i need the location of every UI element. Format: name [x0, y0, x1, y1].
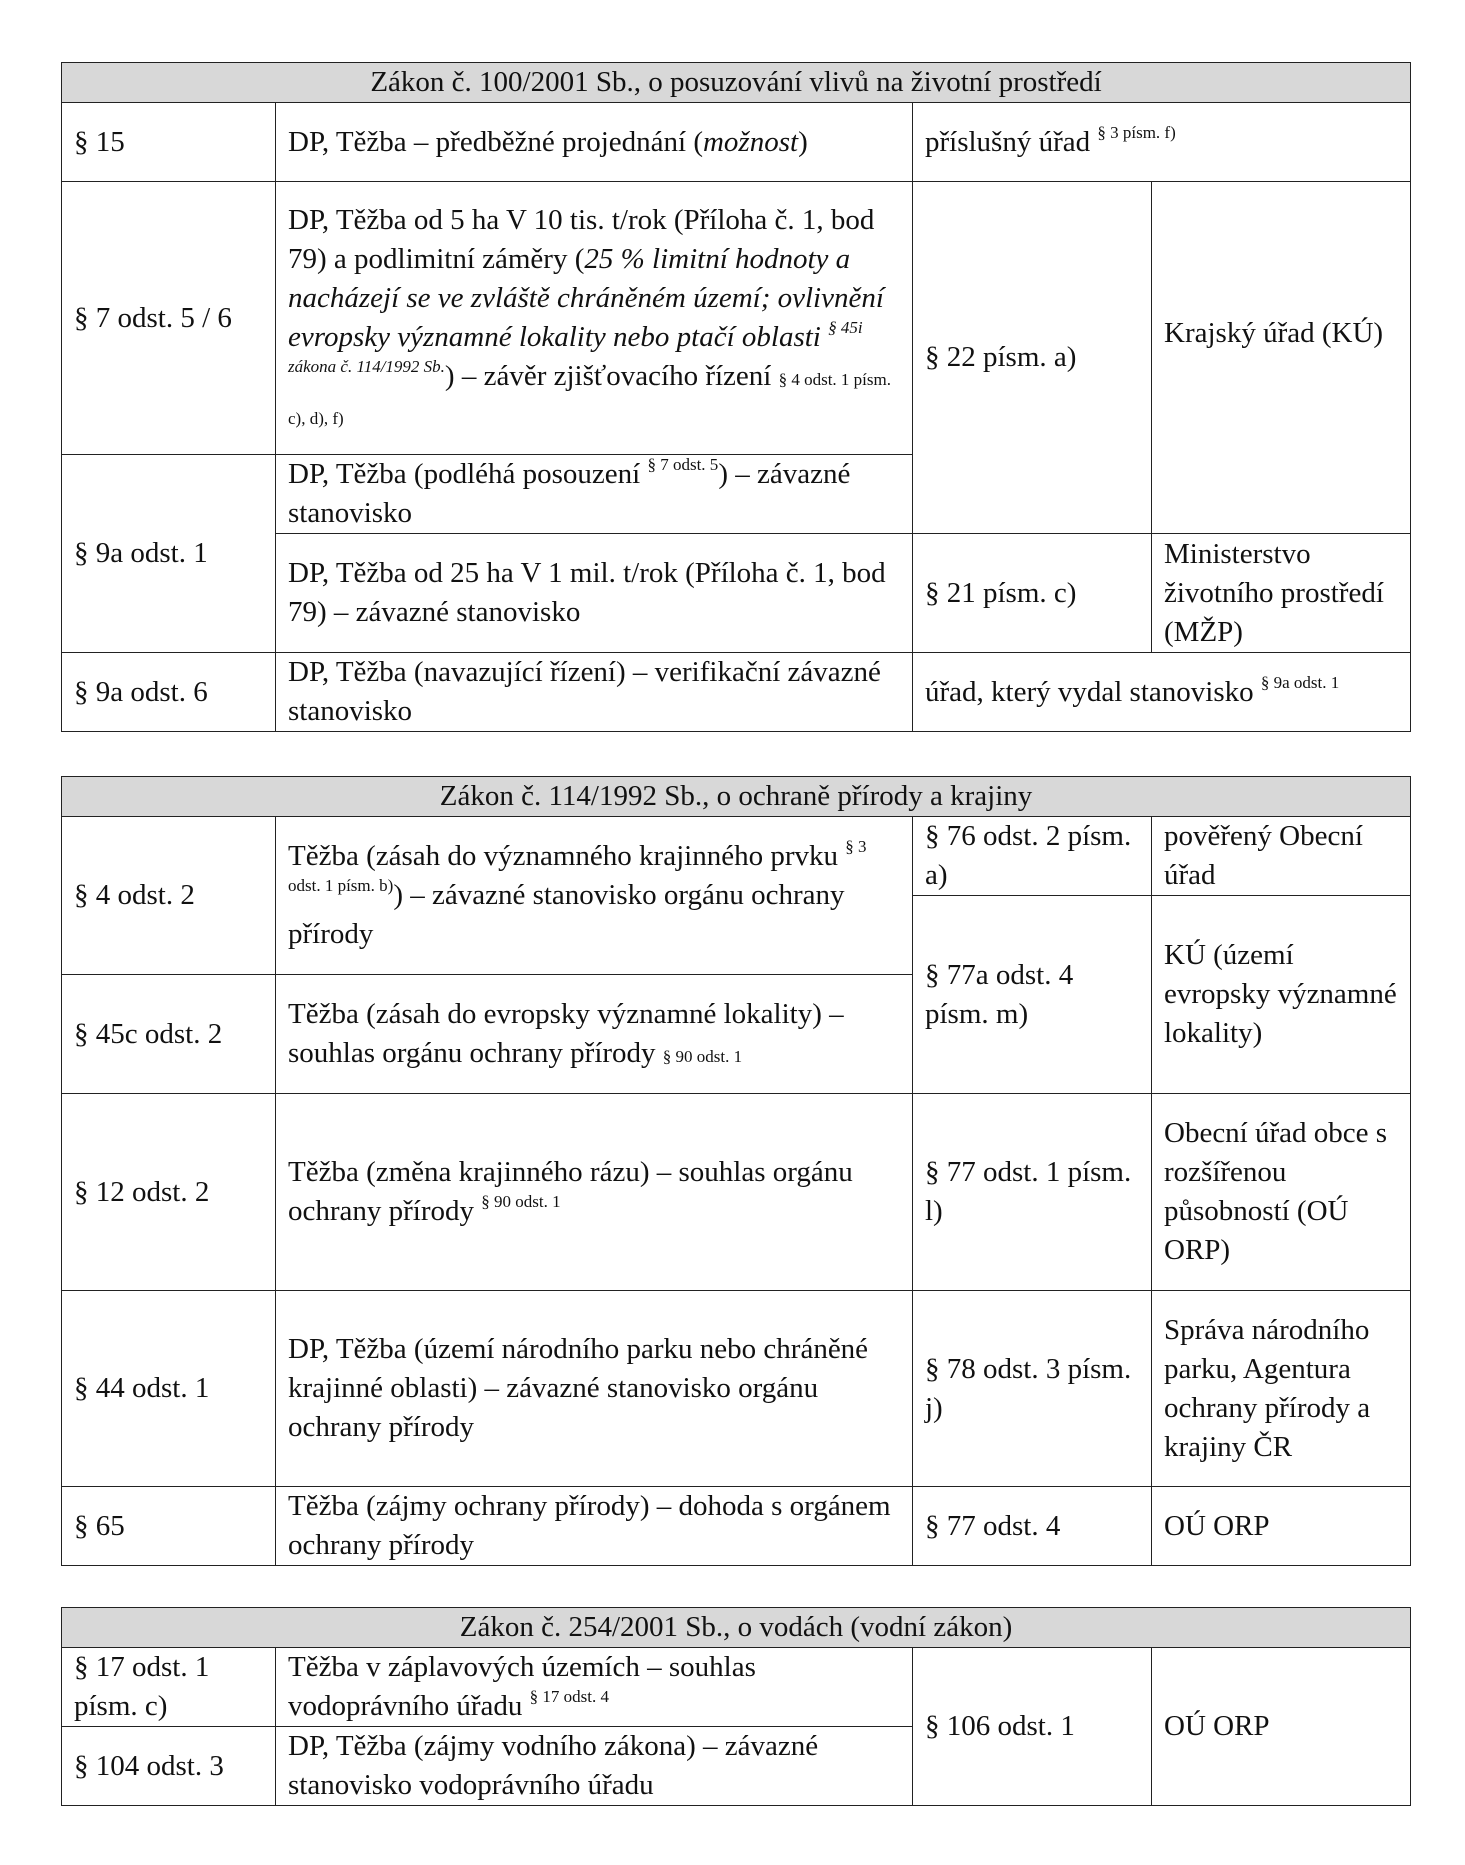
- section-cell: § 65: [62, 1487, 276, 1566]
- table-row: [62, 1291, 1411, 1487]
- description-cell: DP, Těžba (podléhá posouzení $^{\S 7 odst. 5}$) – závazné stanovisko: [276, 455, 913, 534]
- section-cell: § 44 odst. 1: [62, 1291, 276, 1487]
- description-cell: DP, Těžba (zájmy vodního zákona) – závazné stanovisko vodoprávního úřadu: [276, 1727, 913, 1806]
- competence-cell: § 77a odst. 4 písm. m): [913, 896, 1152, 1094]
- law-table-254-2001: [61, 1607, 1411, 1806]
- description-cell: DP, Těžba (území národního parku nebo chráněné krajinné oblasti) – závazné stanovisko orgánu ochrany přírody: [276, 1291, 913, 1487]
- description-cell: Těžba (zásah do významného krajinného prvku $^{\S 3 odst. 1 písm. b)}$) – závazné stanovisko orgánu ochrany přírody: [276, 817, 913, 975]
- description-cell: DP, Těžba od 5 ha V 10 tis. t/rok (Příloha č. 1, bod 79) a podlimitní záměry (25 % limitní hodnoty a nacházejí se ve zvláště chráněném území; ovlivnění evropsky významné lokality nebo ptačí oblasti $^{\S 45i zákona č. 114/1992 Sb.}$) – závěr zjišťovacího řízení § 4 odst. 1 písm. c), d), f): [276, 182, 913, 455]
- section-cell: § 15: [62, 103, 276, 182]
- authority-cell: OÚ ORP: [1152, 1648, 1411, 1806]
- competence-cell: příslušný úřad $^{\S 3 písm. f)}$: [913, 103, 1411, 182]
- law-table-100-2001: [61, 62, 1411, 732]
- table-title: Zákon č. 100/2001 Sb., o posuzování vlivů na životní prostředí: [62, 63, 1411, 103]
- description-cell: DP, Těžba (navazující řízení) – verifikační závazné stanovisko: [276, 653, 913, 732]
- authority-cell: KÚ (území evropsky významné lokality): [1152, 896, 1411, 1094]
- section-cell: § 104 odst. 3: [62, 1727, 276, 1806]
- authority-cell: Obecní úřad obce s rozšířenou působností (OÚ ORP): [1152, 1094, 1411, 1291]
- authority-cell: Ministerstvo životního prostředí (MŽP): [1152, 534, 1411, 653]
- section-cell: § 4 odst. 2: [62, 817, 276, 975]
- law-table-114-1992: [61, 776, 1411, 1566]
- table-row: [62, 653, 1411, 732]
- competence-cell: § 21 písm. c): [913, 534, 1152, 653]
- table-row: [62, 1487, 1411, 1566]
- authority-cell: Správa národního parku, Agentura ochrany přírody a krajiny ČR: [1152, 1291, 1411, 1487]
- competence-cell: § 22 písm. a): [913, 182, 1152, 534]
- description-cell: DP, Těžba od 25 ha V 1 mil. t/rok (Příloha č. 1, bod 79) – závazné stanovisko: [276, 534, 913, 653]
- table-title: Zákon č. 254/2001 Sb., o vodách (vodní zákon): [62, 1608, 1411, 1648]
- description-cell: Těžba (změna krajinného rázu) – souhlas orgánu ochrany přírody $^{\S 90 odst. 1}$: [276, 1094, 913, 1291]
- section-cell: § 7 odst. 5 / 6: [62, 182, 276, 455]
- table-row: [62, 1094, 1411, 1291]
- description-cell: Těžba (zájmy ochrany přírody) – dohoda s orgánem ochrany přírody: [276, 1487, 913, 1566]
- competence-cell: úřad, který vydal stanovisko $^{\S 9a odst. 1}$: [913, 653, 1411, 732]
- table-row: [62, 103, 1411, 182]
- competence-cell: § 76 odst. 2 písm. a): [913, 817, 1152, 896]
- authority-cell: OÚ ORP: [1152, 1487, 1411, 1566]
- competence-cell: § 77 odst. 1 písm. l): [913, 1094, 1152, 1291]
- table-row: [62, 1648, 1411, 1727]
- section-cell: § 45c odst. 2: [62, 975, 276, 1094]
- competence-cell: § 77 odst. 4: [913, 1487, 1152, 1566]
- table-row: [62, 182, 1411, 455]
- competence-cell: § 106 odst. 1: [913, 1648, 1152, 1806]
- authority-cell: pověřený Obecní úřad: [1152, 817, 1411, 896]
- description-cell: DP, Těžba – předběžné projednání (možnost): [276, 103, 913, 182]
- authority-cell: Krajský úřad (KÚ): [1152, 182, 1411, 534]
- section-cell: § 9a odst. 6: [62, 653, 276, 732]
- table-row: [62, 817, 1411, 896]
- description-cell: Těžba (zásah do evropsky významné lokality) – souhlas orgánu ochrany přírody § 90 odst. 1: [276, 975, 913, 1094]
- competence-cell: § 78 odst. 3 písm. j): [913, 1291, 1152, 1487]
- section-cell: § 12 odst. 2: [62, 1094, 276, 1291]
- description-cell: Těžba v záplavových územích – souhlas vodoprávního úřadu $^{\S 17 odst. 4}$: [276, 1648, 913, 1727]
- section-cell: § 9a odst. 1: [62, 455, 276, 653]
- section-cell: § 17 odst. 1 písm. c): [62, 1648, 276, 1727]
- table-title: Zákon č. 114/1992 Sb., o ochraně přírody a krajiny: [62, 777, 1411, 817]
